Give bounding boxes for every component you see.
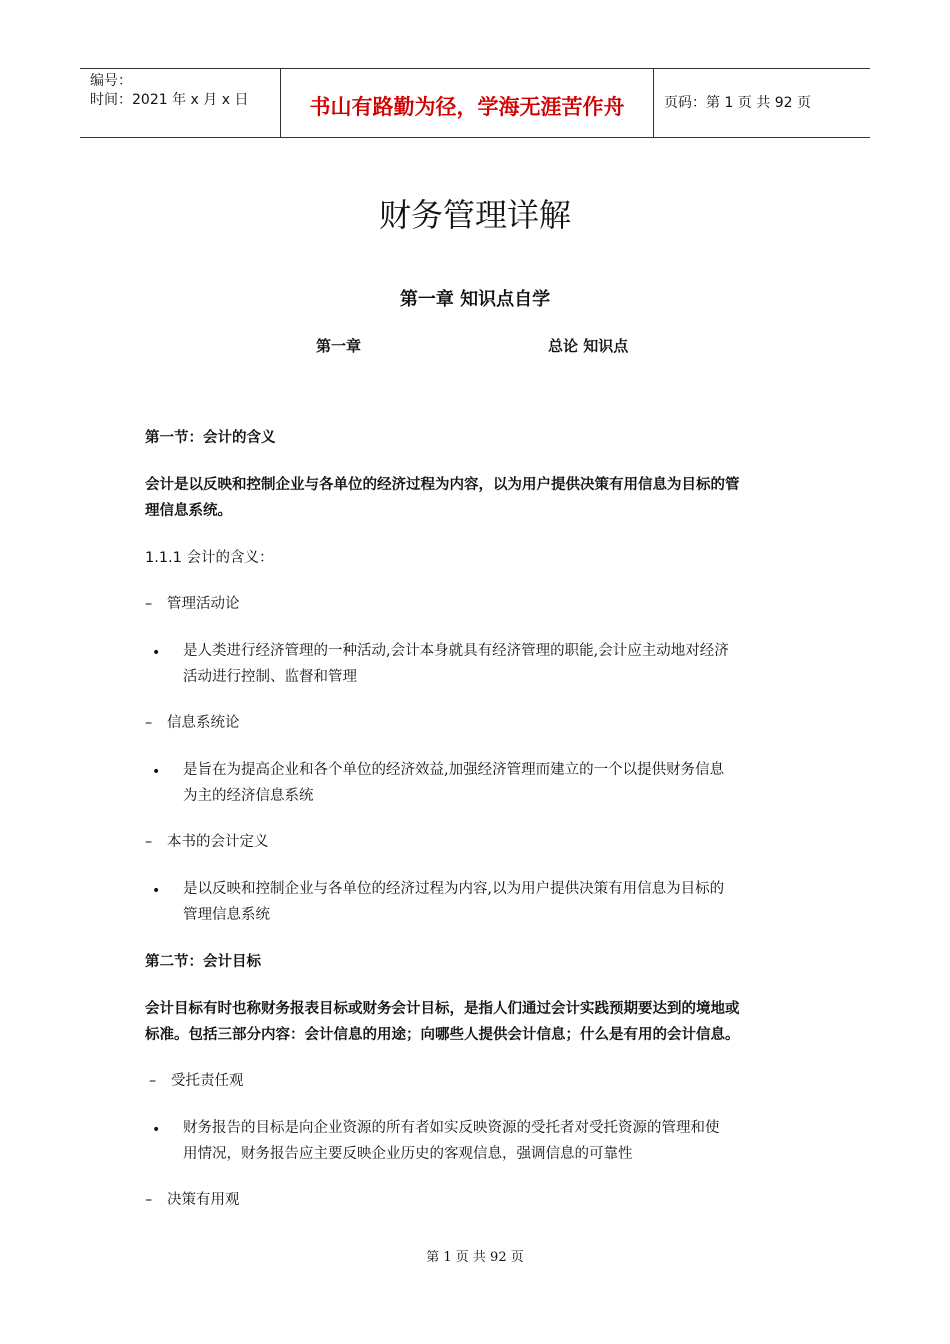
view-desc-line2: 活动进行控制、监督和管理 xyxy=(183,669,357,685)
view-title: 管理活动论 xyxy=(167,596,240,612)
section2-intro-line1: 会计目标有时也称财务报表目标或财务会计目标，是指人们通过会计实践预期要达到的境地或 xyxy=(145,1001,740,1017)
view-title: 受托责任观 xyxy=(171,1073,244,1089)
bullet-marker: • xyxy=(152,764,161,780)
view-title: 本书的会计定义 xyxy=(167,834,269,850)
view-title: 信息系统论 xyxy=(167,715,240,731)
motto: 书山有路勤为径，学海无涯苦作舟 xyxy=(309,94,625,119)
time-label: 时间：2021 年 x 月 x 日 xyxy=(90,92,249,108)
section2-heading: 第二节：会计目标 xyxy=(145,954,261,970)
dash-marker: – xyxy=(145,596,153,612)
subheading-chapter: 第一章 xyxy=(316,337,362,355)
view-desc-line2: 用情况，财务报告应主要反映企业历史的客观信息，强调信息的可靠性 xyxy=(183,1146,633,1162)
dash-marker: – xyxy=(145,715,153,731)
view-desc-line2: 为主的经济信息系统 xyxy=(183,788,314,804)
chapter-heading: 第一章 知识点自学 xyxy=(399,289,551,310)
dash-marker: – xyxy=(145,1192,153,1208)
bullet-marker: • xyxy=(152,883,161,899)
header-motto-cell xyxy=(281,69,654,137)
view-desc-line1: 是人类进行经济管理的一种活动,会计本身就具有经济管理的职能,会计应主动地对经济 xyxy=(183,643,729,659)
document-title: 财务管理详解 xyxy=(378,196,571,234)
dash-marker: – xyxy=(145,834,153,850)
bullet-marker: • xyxy=(152,1122,161,1138)
view-title: 决策有用观 xyxy=(167,1192,240,1208)
view-desc-line1: 是以反映和控制企业与各单位的经济过程为内容,以为用户提供决策有用信息为目标的 xyxy=(183,881,725,897)
bullet-marker: • xyxy=(152,645,161,661)
view-desc-line1: 是旨在为提高企业和各个单位的经济效益,加强经济管理而建立的一个以提供财务信息 xyxy=(183,762,725,778)
section2-intro-line2: 标准。包括三部分内容：会计信息的用途；向哪些人提供会计信息；什么是有用的会计信息。 xyxy=(145,1027,740,1043)
subheading-topic: 总论 知识点 xyxy=(548,337,629,355)
page-footer: 第 1 页 共 92 页 xyxy=(426,1250,524,1265)
page-code: 页码：第 1 页 共 92 页 xyxy=(664,95,811,111)
section1-item-heading: 1.1.1 会计的含义： xyxy=(145,550,274,566)
section1-intro-line2: 理信息系统。 xyxy=(145,503,232,519)
page-header xyxy=(80,68,870,138)
section1-intro-line1: 会计是以反映和控制企业与各单位的经济过程为内容，以为用户提供决策有用信息为目标的管 xyxy=(145,477,740,493)
view-desc-line2: 管理信息系统 xyxy=(183,907,270,923)
number-label: 编号： xyxy=(90,73,132,89)
view-desc-line1: 财务报告的目标是向企业资源的所有者如实反映资源的受托者对受托资源的管理和使 xyxy=(183,1120,720,1136)
dash-marker: – xyxy=(149,1073,157,1089)
header-page-cell xyxy=(654,69,870,137)
header-meta-cell xyxy=(80,69,281,137)
section1-heading: 第一节：会计的含义 xyxy=(145,430,276,446)
